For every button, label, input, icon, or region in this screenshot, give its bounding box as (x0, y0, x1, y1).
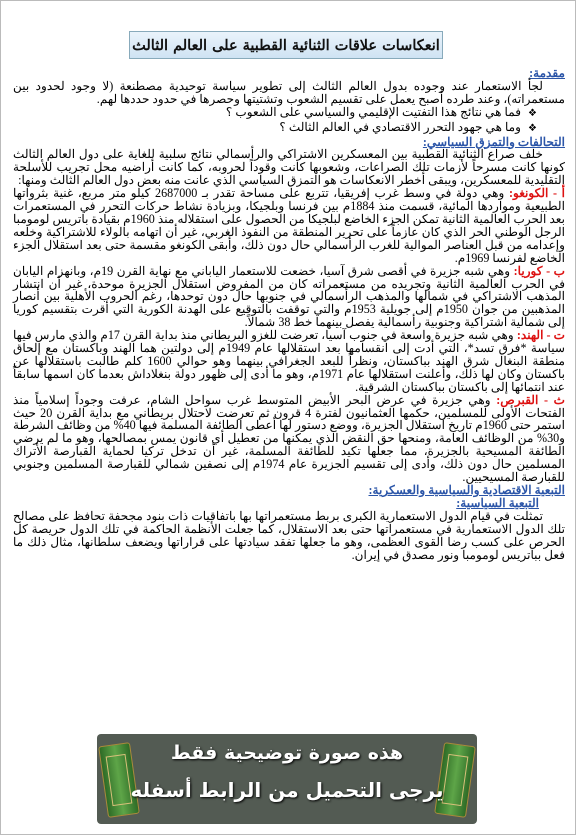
diamond-bullet-icon: ❖ (528, 107, 537, 119)
political-dependency-heading: التبعية السياسية: (456, 495, 539, 510)
intro-paragraph: لجأ الاستعمار عند وجوده بدول العالم الثالث إلى تطوير سياسة توحيدية مصطنعة (لا وجود لحدود بين مستعمراته)، وعند طرده أصبح يعمل على تقسيم الشعوب وتشتيتها وحصرها في حدود حددها لهم. (13, 78, 565, 106)
title-box (129, 31, 443, 59)
country-label: ث - القبرص: (496, 392, 566, 407)
country-label: أ - الكونغو: (508, 186, 565, 201)
country-text: وهي شبه جزيرة في أقصى شرق آسيا، خضعت للاستعمار الياباني مع نهاية القرن 19م، وبانهزام اليابان في الحرب العالمية الثانية وتجريده من مستعمراته كان من المفروض استقلال الجزيرة موحدة، غير أن انتشار المذهب الاشتراكي في شمالها والمذهب الرأسمالي في جنوبها حال دون توحدها، رغم الحروب الأهلية بين أنصار المذهبين من جوان 1950م إلى جويلية 1953م والتي توقفت بالتوقيع على الهدنة الكورية التي أقرت بتقسيم كوريا إلى شمالية اشتراكية وجنوبية رأسمالية يفصل بينهما خط 38 شمالاً. (13, 263, 565, 330)
dependency-heading: التبعية الاقتصادية والسياسية والعسكرية: (368, 483, 565, 497)
country-congo (13, 187, 565, 264)
watermark-line-1: هذه صورة توضيحية فقط (170, 742, 404, 764)
watermark-line-2: يرجى التحميل من الرابط أسفله (130, 778, 444, 802)
preview-watermark-banner (97, 734, 477, 824)
dependency-paragraph: تمثلت في قيام الدول الاستعمارية الكبرى بربط مستعمراتها بها باتفاقيات ذات بنود مجحفة تحافظ على مصالح تلك الدول الاستعمارية في مستعمراتها حتى بعد الاستقلال، كما جعلت الأنظمة الحاكمة في تلك الدول حريصة كل الحرص على كسب رضا القوى العظمى، وهو ما جعلها تفقد سيادتها على قراراتها ويضعف سلطانها، مثال ذلك ما فعل بباتريس لومومبا ونور مصدق في إيران. (13, 508, 565, 562)
document-body (13, 67, 565, 561)
country-korea (13, 265, 565, 330)
country-text: وهي شبه جزيرة واسعة في جنوب آسيا، تعرضت للغزو البريطاني منذ بداية القرن 17م والذي مارس فيها سياسة *فرق تسد*، التي أدت إلى انقسامها بعد استقلالها عام 1949م إلى دولتين هما الهند وباكستان مع إلحاق منطقة البنغال شرق الهند بباكستان، ونظراً للبعد الجغرافي بينهما وهو حوالي 1600 كلم طالبت باستقلالها عن باكستان وكان لها ذلك، وأعلنت استقلالها عام 1971م، وهو ما أدى إلى ظهور دولة بنغلاداش بعدما كان اسمها سابقاً عند انتمائها إلى باكستان بباكستان الشرقية. (13, 328, 565, 394)
page-title: انعكاسات علاقات الثنائية القطبية على العالم الثالث (132, 36, 440, 54)
country-label: ب - كوريا: (513, 263, 566, 278)
question-item: ❖فما هي نتائج هذا التفتيت الإقليمي والسياسي على الشعوب ؟ (225, 104, 537, 119)
country-india (13, 329, 565, 394)
country-text: وهي دولة في وسط غرب إفريقيا، تتربع على مساحة تقدر بـ 2687000 كيلو متر مربع، غنية بثرواتها الطبيعية ومواردها المائية، قسمت منذ 1884م بين فرنسا وبلجيكا، وبزيادة نشاط حركات التحرر في المستعمرات بعد الحرب العالمية الثانية تمكن الجزء الخاضع لبلجيكا من الحصول على استقلاله منذ 1960م بقيادة باتريس لومومبا الرجل الوطني الحر الذي كان عازماً على تحرير المنطقة من النفوذ الغربي، غير أن اتهامه بالولاء للاشتراكية وخلعه وإعدامه من قبل العناصر الموالية للغرب الرأسمالي حال دون ذلك، وأبقى الكونغو مقسمة حتى بعد استقلال الجزء الخاضع لفرنسا 1969م. (13, 186, 565, 265)
diamond-bullet-icon: ❖ (528, 122, 537, 134)
question-item: ❖وما هي جهود التحرر الاقتصادي في العالم الثالث ؟ (279, 119, 537, 134)
country-cyprus (13, 394, 565, 484)
alliances-paragraph: خلف صراع الثنائية القطبية بين المعسكرين الاشتراكي والرأسمالي نتائج سلبية للغاية على دول العالم الثالث كونها كانت مسرحاً لأزمات تلك الصراعات، وشعوبها كانت وقوداً لحروبه، كما كانت أراضيه محل تجريب للأسلحة التقليدية للمعسكرين، ويبقى أخطر الانعكاسات هو التمزق السياسي الذي عانت منه بعض دول العالم الثالث ومنها: (13, 147, 565, 188)
country-text: وهي جزيرة في عرض البحر الأبيض المتوسط غرب سواحل الشام، عرفت وجوداً إسلامياً منذ الفتحات الأولى للمسلمين، حكمها العثمانيون لفترة 4 قرون ثم تعرضت لاحتلال بريطاني مع بداية القرن 20 حيث استمر حتى 1960م تاريخ استقلال الجزيرة، ووضع دستور لها أعطى الطائفة المسلمة فيها 40% من وظائف الشرطة و30% من الوظائف العامة، ومنحها حق النقض الذي يمكنها من تعطيل أي قانون يمس بمصالحها، وهو ما لم يرضي الطائفة المسيحية بالجزيرة، مما جعلها تكيد للطائفة المسلمة، غير أن تدخل تركيا لحماية القبارصة الأتراك المسلمين حال دون ذلك، وأدى إلى تقسيم الجزيرة عام 1974م إلى نصفين شمالي للقبارصة المسلمين وجنوبي للقبارصة المسيحيين. (13, 392, 565, 485)
country-label: ت - الهند: (516, 328, 565, 343)
intro-heading: مقدمة: (529, 66, 565, 80)
alliances-heading: التحالفات والتمزق السياسي: (422, 134, 565, 149)
